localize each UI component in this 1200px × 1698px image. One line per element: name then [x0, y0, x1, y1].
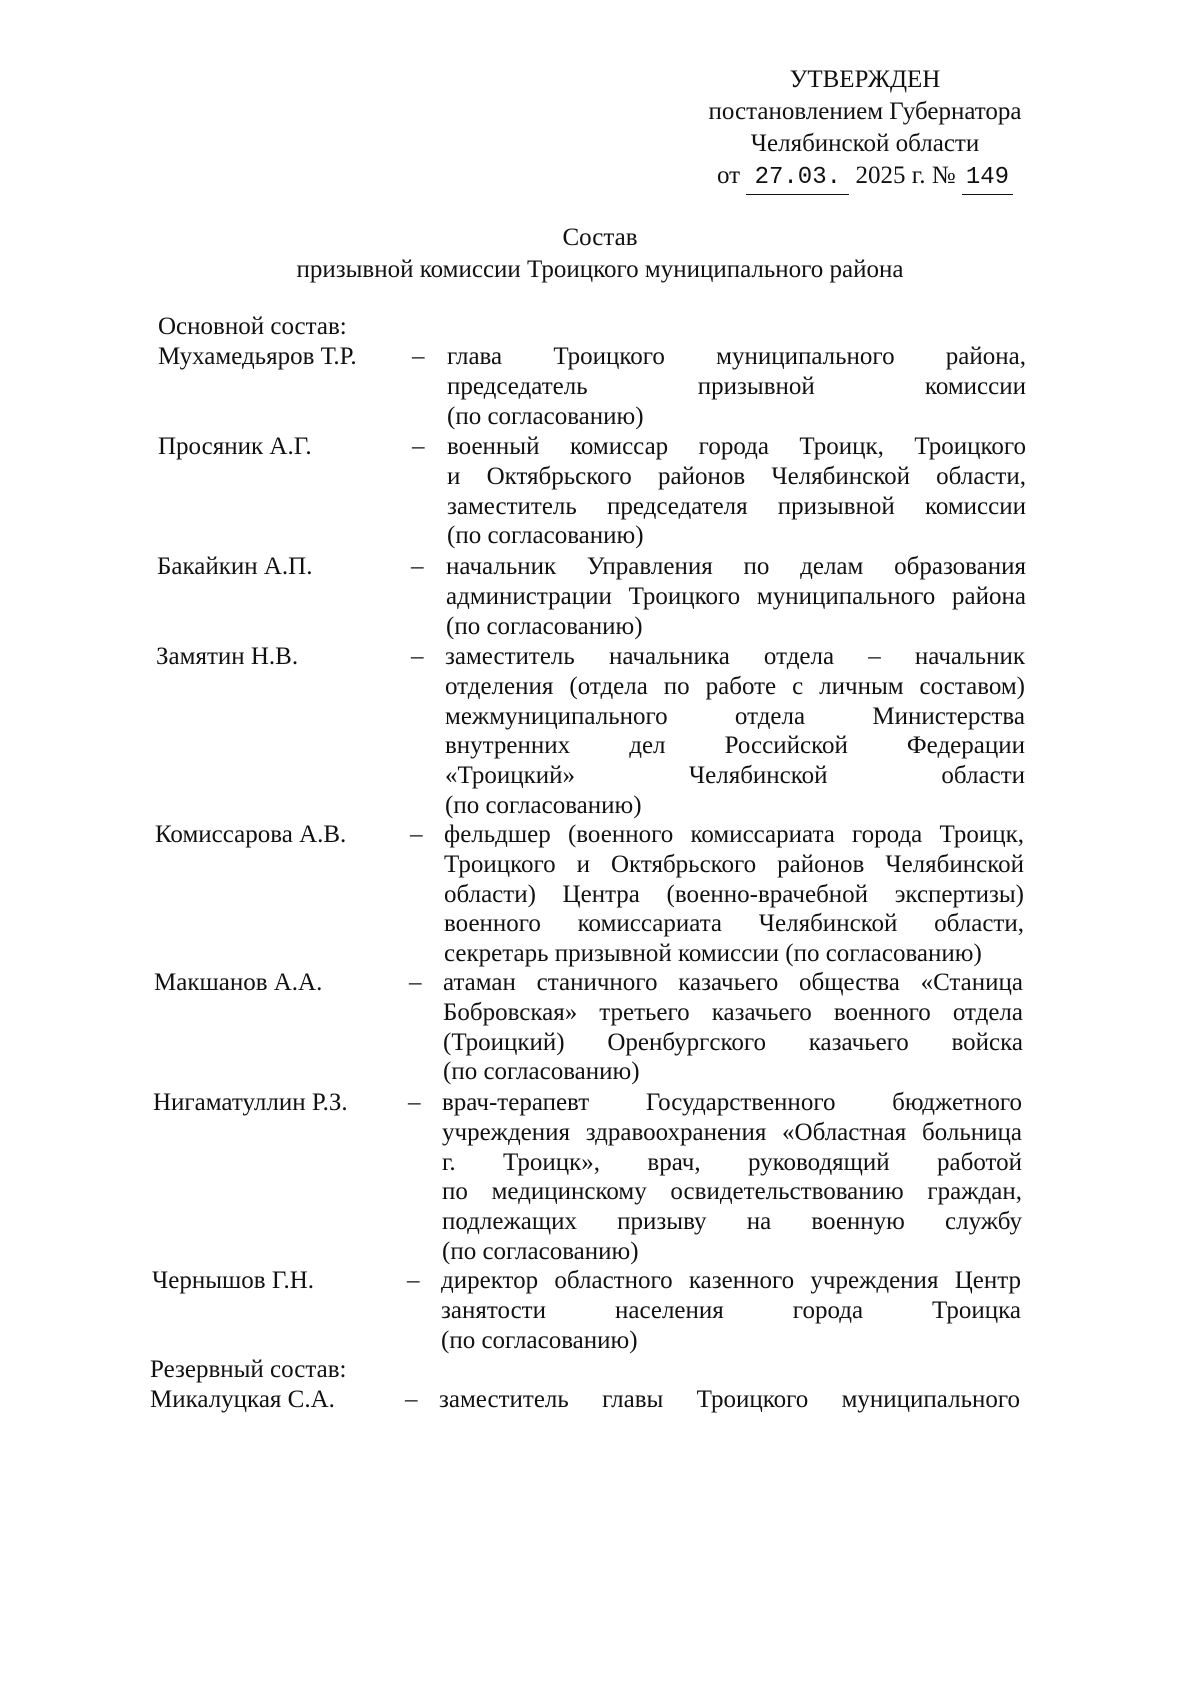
member-position-line: врач-терапевт Государственного бюджетного [442, 1089, 1022, 1116]
member-dash: – [408, 1089, 421, 1116]
member-position-line: администрации Троицкого муниципального района [446, 582, 1026, 610]
member-position-line: г. Троицк», врач, руководящий работой [442, 1148, 1022, 1176]
member-position-line: заместитель начальника отдела – начальник [445, 643, 1025, 670]
member-position [441, 1266, 1021, 1355]
member-name: Макшанов А.А. [154, 969, 323, 996]
member-dash: – [411, 553, 424, 580]
member-position [442, 1088, 1022, 1267]
reserve-section-heading: Резервный состав: [150, 1356, 347, 1383]
approval-title: УТВЕРЖДЕН [789, 66, 941, 93]
member-position-line: учреждения здравоохранения «Областная больница [442, 1118, 1022, 1146]
member-dash: – [411, 643, 424, 670]
approval-number: 149 [962, 162, 1013, 195]
member-position-line: директор областного казенного учреждения Центр [441, 1267, 1021, 1294]
member-position-line: отделения (отдела по работе с личным составом) [445, 672, 1025, 700]
member-position-line: (по согласованию) [443, 1058, 640, 1086]
member-name: Комиссарова А.В. [155, 821, 347, 848]
member-position-line: (по согласованию) [441, 1326, 638, 1354]
member-position-line: Троицкого и Октябрьского районов Челябинской [444, 850, 1024, 878]
member-dash: – [409, 969, 422, 996]
member-position-line: «Троицкий» Челябинской области [445, 762, 1025, 790]
approval-date-number [690, 160, 1040, 195]
member-position-line: (по согласованию) [447, 402, 644, 430]
approval-region: Челябинской области [750, 130, 980, 157]
member-position-line: внутренних дел Российской Федерации [445, 732, 1025, 760]
member-dash: – [412, 433, 425, 460]
member-position-line: (по согласованию) [447, 522, 644, 550]
member-position-line: и Октябрьского районов Челябинской области, [447, 462, 1026, 490]
member-position [447, 432, 1026, 551]
member-position [447, 342, 1026, 431]
member-name: Мухамедьяров Т.Р. [158, 343, 357, 370]
member-position [444, 820, 1024, 969]
member-position-line: (Троицкий) Оренбургского казачьего войска [443, 1028, 1023, 1056]
member-name: Замятин Н.В. [156, 643, 299, 670]
approval-year: 2025 г. № [855, 162, 956, 189]
approval-stamp [690, 64, 1040, 195]
member-position-line: председатель призывной комиссии [447, 372, 1026, 400]
reserve-member-position [439, 1385, 1020, 1415]
approval-date: 27.03. [746, 162, 849, 195]
member-position-line: Бобровская» третьего казачьего военного отдела [443, 998, 1023, 1026]
member-position-line: (по согласованию) [442, 1237, 639, 1265]
reserve-member-name: Микалуцкая С.А. [150, 1386, 335, 1413]
document-title [0, 222, 1200, 286]
member-position [445, 642, 1025, 821]
member-name: Просяник А.Г. [158, 433, 312, 460]
member-position-line: глава Троицкого муниципального района, [447, 343, 1026, 370]
member-position [446, 552, 1026, 641]
member-position-line: занятости населения города Троицка [441, 1296, 1021, 1324]
member-dash: – [412, 343, 425, 370]
title-line-1: Состав [562, 224, 638, 251]
member-position-line: по медицинскому освидетельствованию граждан, [442, 1178, 1022, 1206]
member-position [443, 968, 1023, 1087]
member-position-line: фельдшер (военного комиссариата города Троицк, [444, 821, 1024, 848]
approval-ot: от [716, 162, 741, 189]
member-position-line: заместитель председателя призывной комиссии [447, 492, 1026, 520]
member-position-line: (по согласованию) [446, 612, 643, 640]
member-position-line: межмуниципального отдела Министерства [445, 702, 1025, 730]
reserve-member-dash: – [405, 1386, 418, 1413]
member-dash: – [410, 821, 423, 848]
member-name: Бакайкин А.П. [157, 553, 313, 580]
title-line-2: призывной комиссии Троицкого муниципального района [296, 256, 904, 283]
approval-by: постановлением Губернатора [708, 98, 1022, 125]
member-position-line: секретарь призывной комиссии (по согласованию) [444, 940, 982, 968]
member-position-line: (по согласованию) [445, 791, 642, 819]
member-position-line: военный комиссар города Троицк, Троицкого [447, 433, 1026, 460]
member-position-line: начальник Управления по делам образования [446, 553, 1026, 580]
member-dash: – [407, 1267, 420, 1294]
reserve-member-position-line: заместитель главы Троицкого муниципального [439, 1386, 1020, 1413]
member-position-line: подлежащих призыву на военную службу [442, 1208, 1022, 1236]
member-position-line: военного комиссариата Челябинской области, [444, 910, 1024, 938]
member-position-line: атаман станичного казачьего общества «Станица [443, 969, 1023, 996]
member-name: Чернышов Г.Н. [152, 1267, 315, 1294]
main-section-heading: Основной состав: [158, 313, 347, 340]
member-position-line: области) Центра (военно-врачебной экспертизы) [444, 880, 1024, 908]
member-name: Нигаматуллин Р.З. [153, 1089, 348, 1116]
